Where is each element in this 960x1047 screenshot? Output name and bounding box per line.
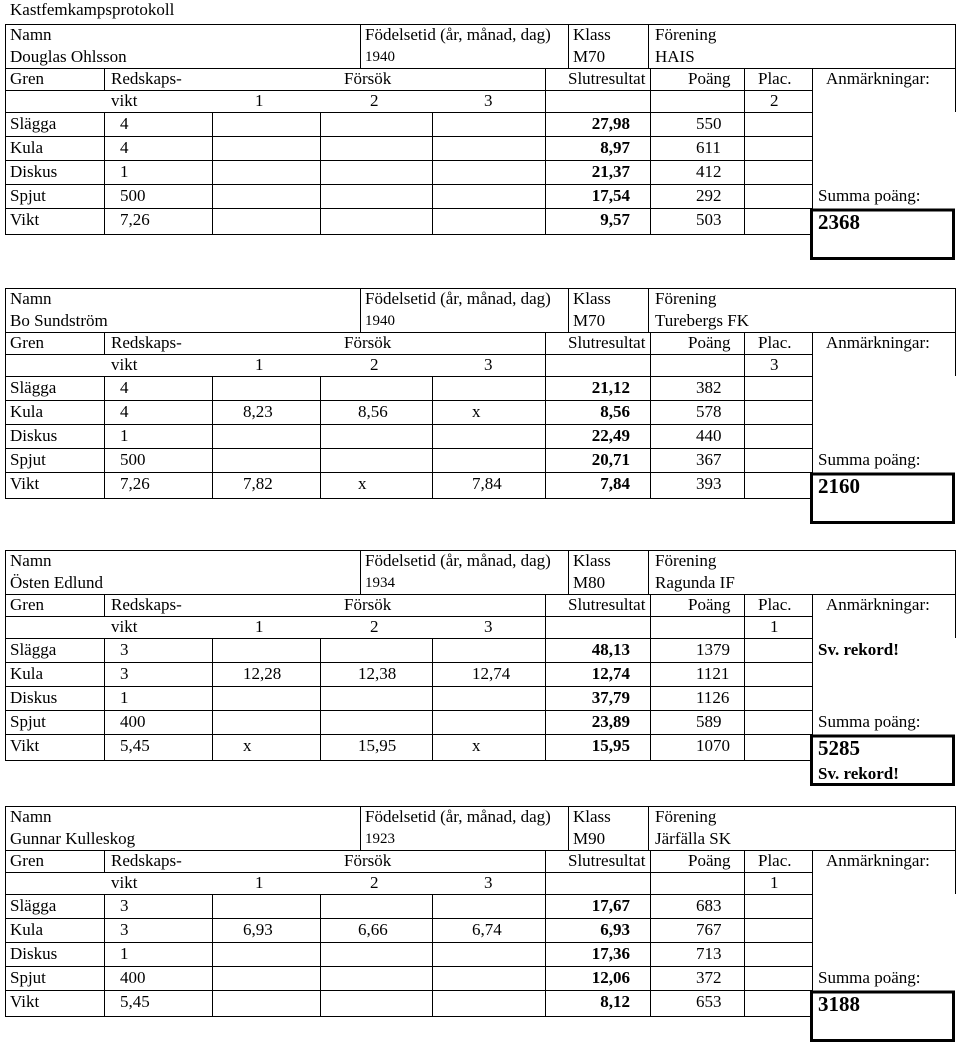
event-result: 8,12 [600, 992, 630, 1011]
event-implement-weight: 3 [120, 896, 129, 915]
poang-header: Poäng [688, 851, 731, 870]
forening-label: Förening [655, 807, 717, 826]
attempt-1: 12,28 [243, 664, 282, 683]
total-points: 3188 [818, 992, 860, 1016]
forsok-3-header: 3 [484, 91, 493, 110]
event-points: 503 [696, 210, 722, 229]
event-result: 12,06 [591, 968, 630, 987]
remark-row1: Sv. rekord! [818, 640, 899, 659]
event-name: Slägga [10, 114, 57, 133]
born-label: Födelsetid (år, månad, dag) [365, 25, 551, 44]
athlete-block [0, 24, 960, 260]
event-result: 17,67 [591, 896, 630, 915]
athlete-born: 1940 [365, 49, 395, 65]
forsok-1-header: 1 [255, 91, 264, 110]
slutresultat-header: Slutresultat [568, 69, 646, 88]
forsok-2-header: 2 [370, 617, 379, 636]
remark-bottom: Sv. rekord! [818, 764, 899, 783]
forsok-header: Försök [344, 851, 392, 870]
slutresultat-header: Slutresultat [568, 333, 646, 352]
athlete-club: Järfälla SK [655, 829, 732, 848]
event-points: 393 [696, 474, 722, 493]
event-name: Kula [10, 920, 44, 939]
event-result: 6,93 [600, 920, 630, 939]
event-implement-weight: 7,26 [120, 474, 150, 493]
event-name: Kula [10, 138, 44, 157]
event-result: 22,49 [591, 426, 630, 445]
event-implement-weight: 400 [120, 712, 146, 731]
event-result: 9,57 [600, 210, 630, 229]
athlete-club: Turebergs FK [655, 311, 749, 330]
forsok-2-header: 2 [370, 355, 379, 374]
event-name: Vikt [10, 210, 40, 229]
plac-header: Plac. [758, 595, 792, 614]
event-name: Kula [10, 402, 44, 421]
event-result: 37,79 [591, 688, 630, 707]
event-implement-weight: 1 [120, 944, 129, 963]
redskaps-header: Redskaps- [111, 595, 182, 614]
event-points: 382 [696, 378, 722, 397]
attempt-1: 8,23 [243, 402, 273, 421]
event-name: Diskus [10, 162, 58, 181]
attempt-3: 12,74 [472, 664, 511, 683]
summa-label: Summa poäng: [818, 712, 921, 731]
forsok-3-header: 3 [484, 873, 493, 892]
event-name: Kula [10, 664, 44, 683]
event-points: 367 [696, 450, 722, 469]
attempt-1: 6,93 [243, 920, 273, 939]
summa-label: Summa poäng: [818, 186, 921, 205]
athlete-born: 1934 [365, 575, 395, 591]
event-result: 7,84 [600, 474, 630, 493]
event-name: Diskus [10, 944, 58, 963]
gren-header: Gren [10, 69, 44, 88]
klass-label: Klass [573, 289, 611, 308]
athlete-name: Douglas Ohlsson [10, 47, 127, 66]
anmarkningar-header: Anmärkningar: [826, 851, 930, 870]
placement: 1 [770, 873, 779, 892]
event-name: Vikt [10, 736, 40, 755]
redskaps-header: Redskaps- [111, 69, 182, 88]
attempt-3: 6,74 [472, 920, 502, 939]
event-name: Vikt [10, 474, 40, 493]
athlete-block [0, 288, 960, 524]
athlete-block [0, 550, 960, 786]
gren-header: Gren [10, 333, 44, 352]
attempt-2: 12,38 [358, 664, 397, 683]
vikt-header: vikt [111, 873, 138, 892]
event-implement-weight: 3 [120, 664, 129, 683]
anmarkningar-header: Anmärkningar: [826, 595, 930, 614]
forsok-3-header: 3 [484, 617, 493, 636]
event-implement-weight: 4 [120, 378, 129, 397]
forening-label: Förening [655, 551, 717, 570]
event-result: 21,37 [591, 162, 630, 181]
event-implement-weight: 3 [120, 640, 129, 659]
event-implement-weight: 4 [120, 138, 129, 157]
total-points: 5285 [818, 736, 860, 760]
event-result: 48,13 [591, 640, 630, 659]
placement: 3 [770, 355, 779, 374]
event-points: 589 [696, 712, 722, 731]
attempt-3: x [472, 736, 481, 755]
event-result: 21,12 [591, 378, 630, 397]
attempt-2: 8,56 [358, 402, 388, 421]
attempt-2: 15,95 [358, 736, 397, 755]
gren-header: Gren [10, 851, 44, 870]
poang-header: Poäng [688, 333, 731, 352]
gren-header: Gren [10, 595, 44, 614]
event-implement-weight: 3 [120, 920, 129, 939]
forsok-header: Försök [344, 69, 392, 88]
event-points: 611 [696, 138, 721, 157]
klass-label: Klass [573, 807, 611, 826]
event-name: Spjut [10, 186, 46, 205]
athlete-block [0, 806, 960, 1042]
klass-label: Klass [573, 551, 611, 570]
athlete-born: 1940 [365, 313, 395, 329]
vikt-header: vikt [111, 91, 138, 110]
event-points: 683 [696, 896, 722, 915]
forsok-1-header: 1 [255, 355, 264, 374]
event-result: 15,95 [591, 736, 630, 755]
event-result: 17,36 [591, 944, 630, 963]
event-implement-weight: 1 [120, 426, 129, 445]
plac-header: Plac. [758, 333, 792, 352]
event-name: Slägga [10, 640, 57, 659]
placement: 1 [770, 617, 779, 636]
event-points: 767 [696, 920, 722, 939]
event-name: Slägga [10, 896, 57, 915]
forening-label: Förening [655, 25, 717, 44]
event-implement-weight: 4 [120, 114, 129, 133]
event-implement-weight: 5,45 [120, 992, 150, 1011]
athlete-klass: M90 [573, 829, 606, 848]
athlete-club: HAIS [655, 47, 695, 66]
event-result: 23,89 [591, 712, 630, 731]
forsok-2-header: 2 [370, 873, 379, 892]
attempt-1: x [243, 736, 252, 755]
event-implement-weight: 1 [120, 688, 129, 707]
event-points: 713 [696, 944, 722, 963]
event-name: Spjut [10, 968, 46, 987]
plac-header: Plac. [758, 851, 792, 870]
anmarkningar-header: Anmärkningar: [826, 333, 930, 352]
poang-header: Poäng [688, 69, 731, 88]
event-result: 17,54 [591, 186, 630, 205]
born-label: Födelsetid (år, månad, dag) [365, 551, 551, 570]
forsok-header: Försök [344, 595, 392, 614]
event-name: Diskus [10, 426, 58, 445]
namn-label: Namn [10, 551, 52, 570]
event-points: 372 [696, 968, 722, 987]
summa-label: Summa poäng: [818, 450, 921, 469]
event-name: Vikt [10, 992, 40, 1011]
vikt-header: vikt [111, 617, 138, 636]
athlete-born: 1923 [365, 831, 395, 847]
namn-label: Namn [10, 807, 52, 826]
forening-label: Förening [655, 289, 717, 308]
event-points: 653 [696, 992, 722, 1011]
attempt-2: x [358, 474, 367, 493]
klass-label: Klass [573, 25, 611, 44]
event-points: 578 [696, 402, 722, 421]
anmarkningar-header: Anmärkningar: [826, 69, 930, 88]
event-implement-weight: 500 [120, 450, 146, 469]
event-result: 8,97 [600, 138, 630, 157]
slutresultat-header: Slutresultat [568, 851, 646, 870]
attempt-1: 7,82 [243, 474, 273, 493]
plac-header: Plac. [758, 69, 792, 88]
namn-label: Namn [10, 289, 52, 308]
born-label: Födelsetid (år, månad, dag) [365, 289, 551, 308]
event-result: 8,56 [600, 402, 630, 421]
event-points: 1126 [696, 688, 730, 707]
attempt-3: x [472, 402, 481, 421]
redskaps-header: Redskaps- [111, 851, 182, 870]
event-implement-weight: 1 [120, 162, 129, 181]
attempt-3: 7,84 [472, 474, 502, 493]
event-implement-weight: 500 [120, 186, 146, 205]
event-implement-weight: 4 [120, 402, 129, 421]
event-name: Diskus [10, 688, 58, 707]
event-points: 440 [696, 426, 722, 445]
athlete-name: Gunnar Kulleskog [10, 829, 136, 848]
forsok-3-header: 3 [484, 355, 493, 374]
event-name: Slägga [10, 378, 57, 397]
page-title: Kastfemkampsprotokoll [10, 0, 175, 19]
event-points: 1379 [696, 640, 730, 659]
athlete-klass: M70 [573, 311, 606, 330]
total-points: 2160 [818, 474, 860, 498]
forsok-2-header: 2 [370, 91, 379, 110]
attempt-2: 6,66 [358, 920, 388, 939]
event-implement-weight: 5,45 [120, 736, 150, 755]
athlete-klass: M70 [573, 47, 606, 66]
placement: 2 [770, 91, 779, 110]
total-points: 2368 [818, 210, 860, 234]
namn-label: Namn [10, 25, 52, 44]
event-result: 27,98 [591, 114, 630, 133]
event-implement-weight: 400 [120, 968, 146, 987]
redskaps-header: Redskaps- [111, 333, 182, 352]
event-points: 1070 [696, 736, 730, 755]
slutresultat-header: Slutresultat [568, 595, 646, 614]
athlete-klass: M80 [573, 573, 606, 592]
forsok-header: Försök [344, 333, 392, 352]
born-label: Födelsetid (år, månad, dag) [365, 807, 551, 826]
event-points: 292 [696, 186, 722, 205]
event-result: 12,74 [591, 664, 630, 683]
vikt-header: vikt [111, 355, 138, 374]
event-name: Spjut [10, 712, 46, 731]
event-points: 1121 [696, 664, 730, 683]
event-result: 20,71 [591, 450, 630, 469]
event-points: 412 [696, 162, 722, 181]
summa-label: Summa poäng: [818, 968, 921, 987]
forsok-1-header: 1 [255, 873, 264, 892]
event-name: Spjut [10, 450, 46, 469]
poang-header: Poäng [688, 595, 731, 614]
athlete-club: Ragunda IF [655, 573, 735, 592]
forsok-1-header: 1 [255, 617, 264, 636]
event-implement-weight: 7,26 [120, 210, 150, 229]
athlete-name: Bo Sundström [10, 311, 108, 330]
event-points: 550 [696, 114, 722, 133]
athlete-name: Östen Edlund [10, 573, 104, 592]
